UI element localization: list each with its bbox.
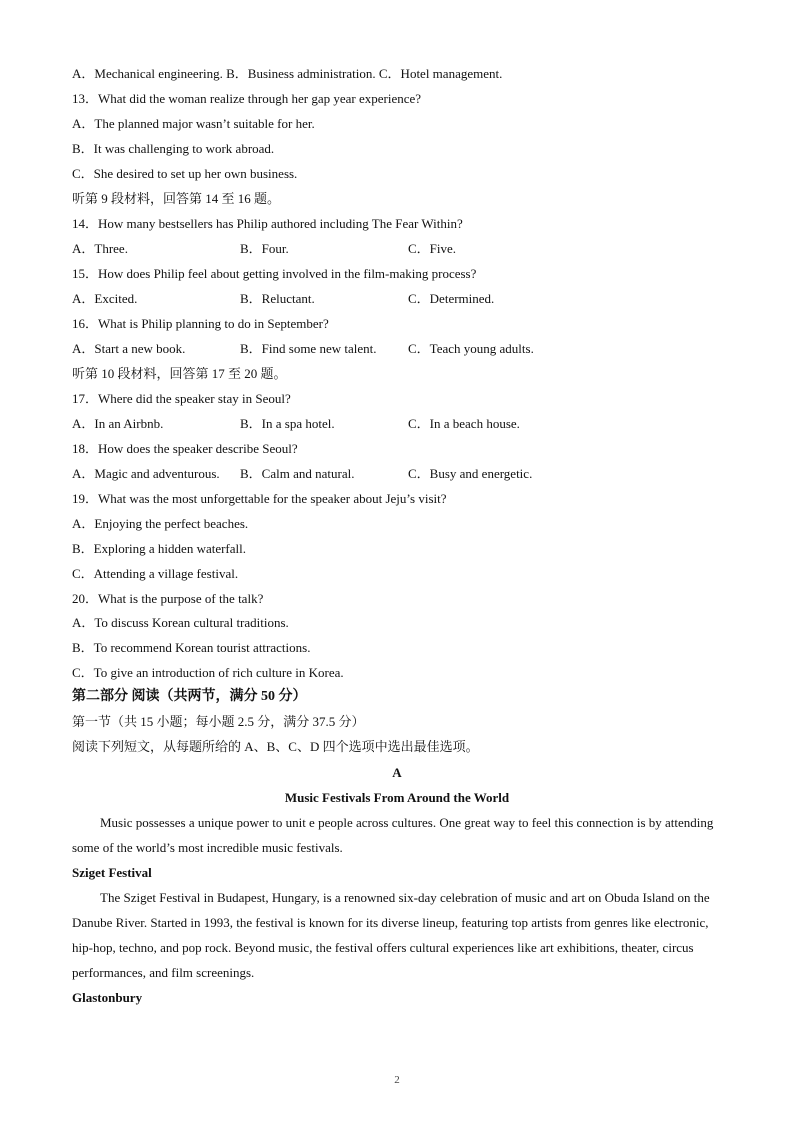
q16-option-a: A．Start a new book. (72, 341, 186, 356)
question-20: 20．What is the purpose of the talk? (72, 591, 264, 606)
q19-option-b: B．Exploring a hidden waterfall. (72, 541, 247, 556)
q15-option-b: B．Reluctant. (240, 291, 315, 306)
q17-option-c: C．In a beach house. (408, 416, 520, 431)
q19-option-c: C．Attending a village festival. (72, 566, 239, 581)
part-2-section-1: 第一节（共 15 小题；每小题 2.5 分，满分 37.5 分） (72, 714, 365, 729)
question-17: 17．Where did the speaker stay in Seoul? (72, 391, 291, 406)
sziget-heading: Sziget Festival (72, 865, 152, 880)
passage-intro: Music possesses a unique power to unit e people across cultures. One great way to feel this connection is by attending some of the world’s most incredible music festivals. (72, 815, 714, 855)
q13-option-b: B．It was challenging to work abroad. (72, 141, 275, 156)
question-19: 19．What was the most unforgettable for the speaker about Jeju’s visit? (72, 491, 447, 506)
question-18: 18．How does the speaker describe Seoul? (72, 441, 298, 456)
q20-option-a: A．To discuss Korean cultural traditions. (72, 615, 289, 630)
q20-option-c: C．To give an introduction of rich culture in Korea. (72, 665, 344, 680)
question-14: 14．How many bestsellers has Philip authored including The Fear Within? (72, 216, 463, 231)
q13-option-c: C．She desired to set up her own business. (72, 166, 298, 181)
part-2-instructions: 阅读下列短文，从每题所给的 A、B、C、D 四个选项中选出最佳选项。 (72, 739, 479, 754)
q17-option-a: A．In an Airbnb. (72, 416, 164, 431)
part-2-heading: 第二部分 阅读（共两节，满分 50 分） (72, 689, 307, 704)
section-9-instruction: 听第 9 段材料，回答第 14 至 16 题。 (72, 191, 281, 206)
q16-option-c: C．Teach young adults. (408, 341, 534, 356)
question-15: 15．How does Philip feel about getting involved in the film-making process? (72, 266, 477, 281)
question-13: 13．What did the woman realize through her gap year experience? (72, 91, 422, 106)
page-number: 2 (394, 1074, 400, 1086)
q12-options: A．Mechanical engineering. B．Business administration. C．Hotel management. (72, 66, 503, 81)
q18-option-a: A．Magic and adventurous. (72, 466, 220, 481)
q19-option-a: A．Enjoying the perfect beaches. (72, 516, 249, 531)
q13-option-a: A．The planned major wasn’t suitable for her. (72, 116, 315, 131)
q15-option-a: A．Excited. (72, 291, 138, 306)
section-10-instruction: 听第 10 段材料，回答第 17 至 20 题。 (72, 366, 287, 381)
q14-option-c: C．Five. (408, 241, 457, 256)
q18-option-b: B．Calm and natural. (240, 466, 355, 481)
q15-option-c: C．Determined. (408, 291, 495, 306)
q18-option-c: C．Busy and energetic. (408, 466, 533, 481)
glastonbury-heading: Glastonbury (72, 990, 143, 1005)
q14-option-a: A．Three. (72, 241, 128, 256)
question-16: 16．What is Philip planning to do in September? (72, 316, 329, 331)
q20-option-b: B．To recommend Korean tourist attractions. (72, 640, 311, 655)
passage-letter: A (392, 765, 402, 780)
sziget-body: The Sziget Festival in Budapest, Hungary, is a renowned six-day celebration of music and art on Obuda Island on the Danube River. Started in 1993, the festival is known for its diverse lineup, featuring top artists from genres like electronic, hip-hop, techno, and pop rock. Beyond music, the festival offers cultural experiences like art exhibitions, theater, circus performances, and film screenings. (72, 890, 710, 980)
passage-title: Music Festivals From Around the World (284, 790, 510, 805)
q14-option-b: B．Four. (240, 241, 289, 256)
q16-option-b: B．Find some new talent. (240, 341, 377, 356)
q17-option-b: B．In a spa hotel. (240, 416, 335, 431)
